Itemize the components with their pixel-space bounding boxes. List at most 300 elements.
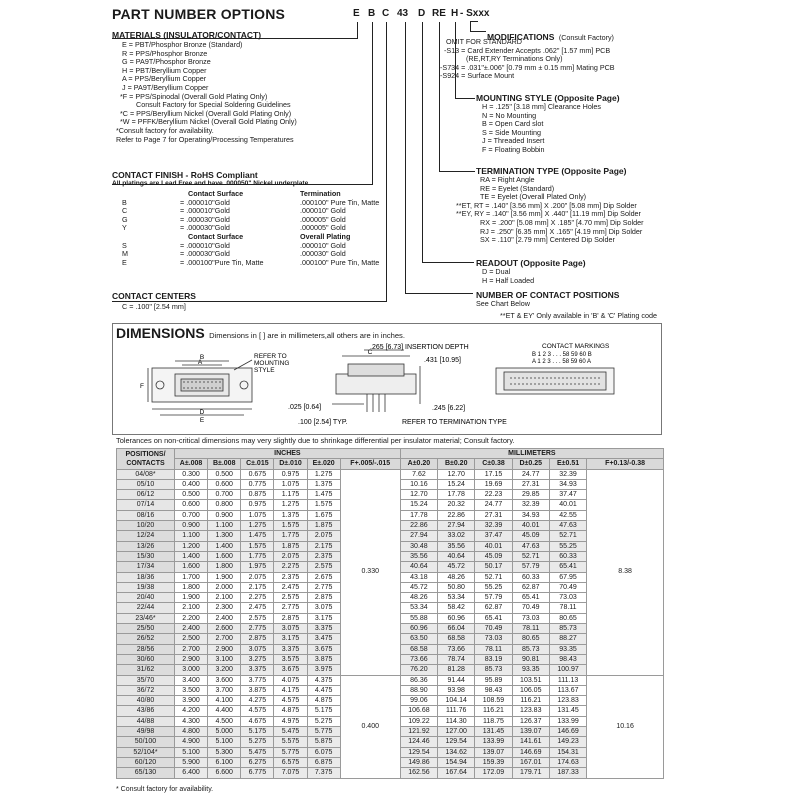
table-cell: 3.400 — [175, 675, 208, 685]
table-cell: 47.63 — [512, 541, 549, 551]
table-cell: 1.400 — [208, 541, 241, 551]
table-cell: 2.075 — [274, 551, 307, 561]
table-cell: 116.21 — [512, 696, 549, 706]
table-cell: 6.275 — [241, 757, 274, 767]
table-cell: 2.875 — [241, 634, 274, 644]
table-cell: 17.15 — [475, 469, 512, 479]
table-cell: 2.575 — [307, 562, 340, 572]
table-cell: 3.175 — [274, 634, 307, 644]
cell: .000005" Gold — [300, 223, 346, 233]
modifications-note: (Consult Factory) — [558, 33, 614, 42]
cell: = .000030"Gold — [180, 249, 230, 259]
table-cell: 0.330 — [340, 469, 400, 675]
table-cell: 83.19 — [475, 654, 512, 664]
table-cell: 1.275 — [241, 521, 274, 531]
list-item: *W = PFFK/Beryllium Nickel (Overall Gold Plating Only) — [120, 117, 297, 127]
cell: .000100" Pure Tin, Matte — [300, 257, 380, 267]
table-cell: 5.100 — [208, 737, 241, 747]
table-cell: 146.69 — [549, 727, 586, 737]
table-cell: 5.000 — [208, 727, 241, 737]
table-cell: 6.600 — [208, 768, 241, 778]
table-cell: 1.400 — [175, 551, 208, 561]
table-cell: 141.61 — [512, 737, 549, 747]
table-cell: 4.575 — [274, 696, 307, 706]
table-cell: 19.69 — [475, 479, 512, 489]
table-cell: 33.02 — [438, 531, 475, 541]
code-mounting: H — [451, 8, 459, 19]
table-cell: 1.475 — [241, 531, 274, 541]
table-cell: 106.05 — [512, 685, 549, 695]
table-cell: 2.700 — [208, 634, 241, 644]
table-cell: 53.34 — [438, 593, 475, 603]
table-cell: 0.700 — [175, 510, 208, 520]
table-cell: 123.83 — [512, 706, 549, 716]
table-cell: 129.54 — [400, 747, 437, 757]
table-cell: 4.400 — [208, 706, 241, 716]
table-cell: 2.775 — [241, 624, 274, 634]
table-cell: 106.68 — [400, 706, 437, 716]
table-cell: 1.375 — [274, 510, 307, 520]
contact-finish-subtitle: All platings are Lead Free and have .000050" Nickel underplate — [112, 180, 309, 187]
table-cell: 68.58 — [438, 634, 475, 644]
table-cell: 2.175 — [307, 541, 340, 551]
dim-markings: CONTACT MARKINGS — [542, 343, 610, 350]
table-cell: 2.475 — [241, 603, 274, 613]
table-cell: 3.975 — [307, 665, 340, 675]
table-cell: 1.275 — [307, 469, 340, 479]
table-cell: 1.800 — [175, 582, 208, 592]
table-cell: 27.94 — [400, 531, 437, 541]
table-cell: 78.11 — [549, 603, 586, 613]
table-cell: 133.99 — [549, 716, 586, 726]
table-cell: 118.75 — [475, 716, 512, 726]
table-cell: 5.475 — [241, 747, 274, 757]
list-item: B = Open Card slot — [482, 119, 544, 129]
table-cell: 13/26 — [117, 541, 175, 551]
code-centers: C — [382, 8, 390, 19]
table-cell: 91.44 — [438, 675, 475, 685]
table-cell: 2.500 — [175, 634, 208, 644]
table-cell: 146.69 — [512, 747, 549, 757]
list-item: -S734 = .031"±.006" [0.79 mm ± 0.15 mm] Mating PCB — [440, 62, 615, 72]
table-cell: 2.900 — [175, 654, 208, 664]
table-cell: 0.500 — [208, 469, 241, 479]
table-cell: 60.96 — [400, 624, 437, 634]
table-cell: 47.63 — [549, 521, 586, 531]
table-cell: 1.175 — [274, 490, 307, 500]
table-cell: 19/38 — [117, 582, 175, 592]
table-cell: 22/44 — [117, 603, 175, 613]
table-cell: 1.275 — [274, 500, 307, 510]
table-cell: 187.33 — [549, 768, 586, 778]
table-cell: 3.075 — [241, 644, 274, 654]
table-cell: 81.28 — [438, 665, 475, 675]
list-item: RA = Right Angle — [480, 175, 535, 184]
table-cell: 93.35 — [512, 665, 549, 675]
code-modifications: - Sxxx — [460, 8, 490, 19]
dim-label-e: E — [199, 417, 205, 424]
table-cell: 78.11 — [512, 624, 549, 634]
table-cell: 40.01 — [475, 541, 512, 551]
table-cell: 93.35 — [549, 644, 586, 654]
table-cell: 2.100 — [208, 593, 241, 603]
table-cell: 4.175 — [274, 685, 307, 695]
table-cell: 4.800 — [175, 727, 208, 737]
cell: = .000100"Pure Tin, Matte — [180, 257, 264, 267]
table-cell: 65.41 — [549, 562, 586, 572]
table-cell: 22.23 — [475, 490, 512, 500]
table-cell: 08/16 — [117, 510, 175, 520]
table-cell: 1.075 — [241, 510, 274, 520]
table-cell: 78.74 — [438, 654, 475, 664]
table-cell: 6.575 — [274, 757, 307, 767]
table-cell: 50.80 — [438, 582, 475, 592]
list-item: R = PPS/Phosphor Bronze — [122, 48, 208, 58]
table-cell: 43/86 — [117, 706, 175, 716]
tolerance-note: Tolerances on non-critical dimensions may very slightly due to shrinkage differential per insulator material; Consult factory. — [116, 436, 515, 445]
table-cell: 67.95 — [549, 572, 586, 582]
dim-label-f: F — [140, 383, 144, 390]
table-cell: 32.39 — [549, 469, 586, 479]
table-cell: 40.01 — [512, 521, 549, 531]
table-cell: 4.500 — [208, 716, 241, 726]
table-cell: 4.300 — [175, 716, 208, 726]
table-cell: 30/60 — [117, 654, 175, 664]
table-cell: 129.54 — [438, 737, 475, 747]
table-cell: 6.075 — [307, 747, 340, 757]
table-cell: 37.47 — [475, 531, 512, 541]
table-cell: 12.70 — [438, 469, 475, 479]
dim-025: .025 [0.64] — [288, 404, 322, 411]
col-head: Contact Surface — [188, 189, 244, 198]
table-cell: 5.275 — [307, 716, 340, 726]
table-cell: 1.575 — [274, 521, 307, 531]
cell: .000010" Gold — [300, 240, 346, 250]
table-cell: 18/36 — [117, 572, 175, 582]
table-cell: 149.23 — [549, 737, 586, 747]
list-item: J = PA9T/Beryllium Copper — [122, 82, 209, 92]
table-cell: 2.600 — [208, 624, 241, 634]
table-cell: 86.36 — [400, 675, 437, 685]
col-head: B±0.20 — [438, 459, 475, 469]
dim-refmount-1: REFER TO — [254, 353, 287, 360]
table-cell: 2.475 — [274, 582, 307, 592]
num-positions-title: NUMBER OF CONTACT POSITIONS — [476, 290, 620, 300]
dimension-table — [116, 448, 664, 779]
table-cell: 24.77 — [475, 500, 512, 510]
table-cell: 2.400 — [175, 624, 208, 634]
table-cell: 2.700 — [175, 644, 208, 654]
table-cell: 52.71 — [475, 572, 512, 582]
cell: = .000010"Gold — [180, 240, 230, 250]
table-cell: 40/80 — [117, 696, 175, 706]
table-cell: 29.85 — [512, 490, 549, 500]
table-cell: 76.20 — [400, 665, 437, 675]
cell: .000100" Pure Tin, Matte — [300, 197, 380, 207]
table-cell: 31/62 — [117, 665, 175, 675]
table-cell: 4.575 — [241, 706, 274, 716]
table-cell: 3.175 — [307, 613, 340, 623]
list-item: G = PA9T/Phosphor Bronze — [122, 57, 211, 67]
table-cell: 65/130 — [117, 768, 175, 778]
table-cell: 4.875 — [307, 696, 340, 706]
table-cell: 3.775 — [241, 675, 274, 685]
list-item: D = Dual — [482, 267, 511, 276]
table-cell: 5.775 — [307, 727, 340, 737]
table-cell: 139.07 — [475, 747, 512, 757]
table-cell: 04/08* — [117, 469, 175, 479]
table-cell: 45.09 — [475, 551, 512, 561]
table-cell: 65.41 — [475, 613, 512, 623]
col-head: E±0.51 — [549, 459, 586, 469]
table-cell: 62.87 — [475, 603, 512, 613]
table-cell: 139.07 — [512, 727, 549, 737]
table-cell: 26/52 — [117, 634, 175, 644]
code-finish: B — [368, 8, 376, 19]
list-item: H = PBT/Beryllium Copper — [122, 65, 207, 75]
list-item: A = PPS/Beryllium Copper — [122, 74, 207, 84]
group-mm: MILLIMETERS — [400, 449, 663, 459]
table-cell: 63.50 — [400, 634, 437, 644]
table-cell: 2.175 — [241, 582, 274, 592]
table-footnote: * Consult factory for availability. — [116, 786, 214, 793]
table-cell: 45.72 — [400, 582, 437, 592]
table-cell: 37.47 — [549, 490, 586, 500]
cell: E — [122, 257, 127, 267]
table-cell: 2.775 — [307, 582, 340, 592]
table-cell: 2.875 — [307, 593, 340, 603]
table-cell: 73.03 — [549, 593, 586, 603]
cell: .000010" Gold — [300, 206, 346, 216]
table-cell: 4.475 — [307, 685, 340, 695]
table-cell: 3.475 — [307, 634, 340, 644]
cell: S — [122, 240, 127, 250]
table-cell: 5.275 — [241, 737, 274, 747]
table-cell: 1.475 — [307, 490, 340, 500]
table-cell: 2.900 — [208, 644, 241, 654]
dim-100: .100 [2.54] TYP. — [298, 419, 348, 426]
dim-431: .431 [10.95] — [424, 357, 461, 364]
table-cell: 2.400 — [208, 613, 241, 623]
list-item: Consult Factory for Special Soldering Guidelines — [136, 100, 291, 110]
dim-reftermination: REFER TO TERMINATION TYPE — [402, 419, 507, 426]
table-cell: 1.900 — [208, 572, 241, 582]
table-cell: 3.375 — [274, 644, 307, 654]
table-cell: 114.30 — [438, 716, 475, 726]
list-item: SX = .110" [2.79 mm] Centered Dip Solder — [480, 235, 615, 245]
table-cell: 1.875 — [307, 521, 340, 531]
code-termination: RE — [432, 8, 446, 19]
table-cell: 0.400 — [175, 479, 208, 489]
table-cell: 1.075 — [274, 479, 307, 489]
table-cell: 6.100 — [208, 757, 241, 767]
table-cell: 27.94 — [438, 521, 475, 531]
table-cell: 5.300 — [208, 747, 241, 757]
table-cell: 0.700 — [208, 490, 241, 500]
table-cell: 22.86 — [400, 521, 437, 531]
list-item: RX = .200" [5.08 mm] X .185" [4.70 mm] Dip Solder — [480, 217, 644, 227]
list-item: H = Half Loaded — [482, 275, 535, 285]
termination-list — [456, 176, 644, 245]
contact-finish-table — [116, 190, 390, 267]
col-head: Termination — [300, 189, 341, 198]
table-cell: 50/100 — [117, 737, 175, 747]
table-cell: 0.900 — [208, 510, 241, 520]
cell: = .000030"Gold — [180, 223, 230, 233]
list-item: *Consult factory for availability. — [116, 125, 214, 135]
table-cell: 2.100 — [175, 603, 208, 613]
col-head: C±.015 — [241, 459, 274, 469]
table-cell: 123.83 — [549, 696, 586, 706]
table-cell: 10/20 — [117, 521, 175, 531]
table-cell: 1.600 — [175, 562, 208, 572]
group-inches: INCHES — [175, 449, 401, 459]
table-cell: 3.200 — [208, 665, 241, 675]
dim-mark-a: A 1 2 3 . . . 58 59 60 A — [532, 359, 592, 365]
table-cell: 36/72 — [117, 685, 175, 695]
table-cell: 22.86 — [438, 510, 475, 520]
table-cell: 40.64 — [438, 551, 475, 561]
table-cell: 24.77 — [512, 469, 549, 479]
table-cell: 1.600 — [208, 551, 241, 561]
table-cell: 44/88 — [117, 716, 175, 726]
table-cell: 55.88 — [400, 613, 437, 623]
dimensions-title: DIMENSIONS — [116, 325, 205, 341]
table-cell: 17/34 — [117, 562, 175, 572]
table-cell: 3.375 — [241, 665, 274, 675]
table-cell: 06/12 — [117, 490, 175, 500]
col-head: E±.020 — [307, 459, 340, 469]
table-cell: 0.875 — [241, 490, 274, 500]
table-cell: 109.22 — [400, 716, 437, 726]
list-item: S = Side Mounting — [482, 127, 541, 137]
table-cell: 103.51 — [512, 675, 549, 685]
table-cell: 10.16 — [400, 479, 437, 489]
table-cell: 2.075 — [241, 572, 274, 582]
table-cell: 4.100 — [208, 696, 241, 706]
table-cell: 68.58 — [400, 644, 437, 654]
table-cell: 98.43 — [475, 685, 512, 695]
table-cell: 60.96 — [438, 613, 475, 623]
table-cell: 116.21 — [475, 706, 512, 716]
table-cell: 57.79 — [512, 562, 549, 572]
list-item: H = .125" [3.18 mm] Clearance Holes — [482, 102, 602, 111]
dim-label-c: C — [367, 349, 373, 356]
table-cell: 5.900 — [175, 757, 208, 767]
col-head: Overall Plating — [300, 231, 351, 241]
table-cell: 12.70 — [400, 490, 437, 500]
table-cell: 0.975 — [274, 469, 307, 479]
table-cell: 1.775 — [274, 531, 307, 541]
table-cell: 2.375 — [307, 551, 340, 561]
table-cell: 88.27 — [549, 634, 586, 644]
table-cell: 4.375 — [307, 675, 340, 685]
table-cell: 1.575 — [241, 541, 274, 551]
table-cell: 2.575 — [241, 613, 274, 623]
page-title: PART NUMBER OPTIONS — [112, 6, 286, 22]
cell: M — [122, 249, 128, 259]
table-cell: 27.31 — [512, 479, 549, 489]
markings-view-drawing — [496, 368, 614, 394]
col-head: F+.005/-.015 — [340, 459, 400, 469]
table-cell: 126.37 — [512, 716, 549, 726]
table-cell: 167.01 — [512, 757, 549, 767]
dim-245: .245 [6.22] — [432, 405, 466, 412]
cell: = .000030"Gold — [180, 214, 230, 224]
dim-mark-b: B 1 2 3 . . . 58 59 60 B — [532, 352, 592, 358]
table-cell: 0.400 — [340, 675, 400, 778]
table-cell: 2.375 — [274, 572, 307, 582]
table-cell: 1.200 — [175, 541, 208, 551]
table-cell: 162.56 — [400, 768, 437, 778]
table-cell: 73.66 — [400, 654, 437, 664]
table-cell: 45.09 — [512, 531, 549, 541]
table-cell: 85.73 — [475, 665, 512, 675]
table-cell: 1.375 — [307, 479, 340, 489]
table-cell: 0.900 — [175, 521, 208, 531]
list-item: *C = PPS/Beryllium Nickel (Overall Gold Plating Only) — [120, 108, 292, 118]
table-cell: 34.93 — [512, 510, 549, 520]
table-cell: 57.79 — [475, 593, 512, 603]
table-cell: 5.475 — [274, 727, 307, 737]
table-cell: 4.275 — [241, 696, 274, 706]
table-cell: 34.93 — [549, 479, 586, 489]
table-cell: 1.875 — [274, 541, 307, 551]
table-cell: 121.92 — [400, 727, 437, 737]
table-cell: 52/104* — [117, 747, 175, 757]
table-cell: 65.41 — [512, 593, 549, 603]
table-cell: 5.875 — [307, 737, 340, 747]
table-cell: 52.71 — [512, 551, 549, 561]
col-head: C±0.38 — [475, 459, 512, 469]
table-cell: 2.775 — [274, 603, 307, 613]
cell: G — [122, 214, 128, 224]
table-cell: 12/24 — [117, 531, 175, 541]
table-cell: 2.000 — [208, 582, 241, 592]
table-cell: 32.39 — [512, 500, 549, 510]
contact-finish-title: CONTACT FINISH - RoHS Compliant — [112, 170, 258, 180]
table-cell: 4.075 — [274, 675, 307, 685]
code-readout: D — [418, 8, 426, 19]
list-item: **ET, RT = .140" [3.56 mm] X .200" [5.08 mm] Dip Solder — [456, 200, 637, 210]
cell: .000030" Gold — [300, 249, 346, 259]
table-cell: 124.46 — [400, 737, 437, 747]
mounting-list — [482, 103, 601, 155]
list-item: J = Threaded Insert — [482, 136, 545, 146]
table-cell: 5.175 — [241, 727, 274, 737]
table-cell: 3.700 — [208, 685, 241, 695]
table-cell: 131.45 — [475, 727, 512, 737]
materials-list — [116, 41, 297, 144]
cell: B — [122, 197, 127, 207]
dim-refmount-2: MOUNTING — [254, 360, 290, 367]
col-positions: POSITIONS/ CONTACTS — [117, 449, 175, 470]
table-cell: 99.06 — [400, 696, 437, 706]
table-cell: 3.675 — [274, 665, 307, 675]
table-cell: 73.03 — [475, 634, 512, 644]
dimension-drawings — [112, 338, 660, 433]
table-cell: 2.075 — [307, 531, 340, 541]
table-cell: 80.65 — [512, 634, 549, 644]
table-cell: 149.86 — [400, 757, 437, 767]
cell: = .000010"Gold — [180, 197, 230, 207]
table-cell: 27.31 — [475, 510, 512, 520]
mounting-title: MOUNTING STYLE (Opposite Page) — [476, 93, 620, 103]
table-cell: 3.100 — [208, 654, 241, 664]
table-cell: 3.375 — [307, 624, 340, 634]
table-cell: 17.78 — [438, 490, 475, 500]
table-cell: 70.49 — [512, 603, 549, 613]
